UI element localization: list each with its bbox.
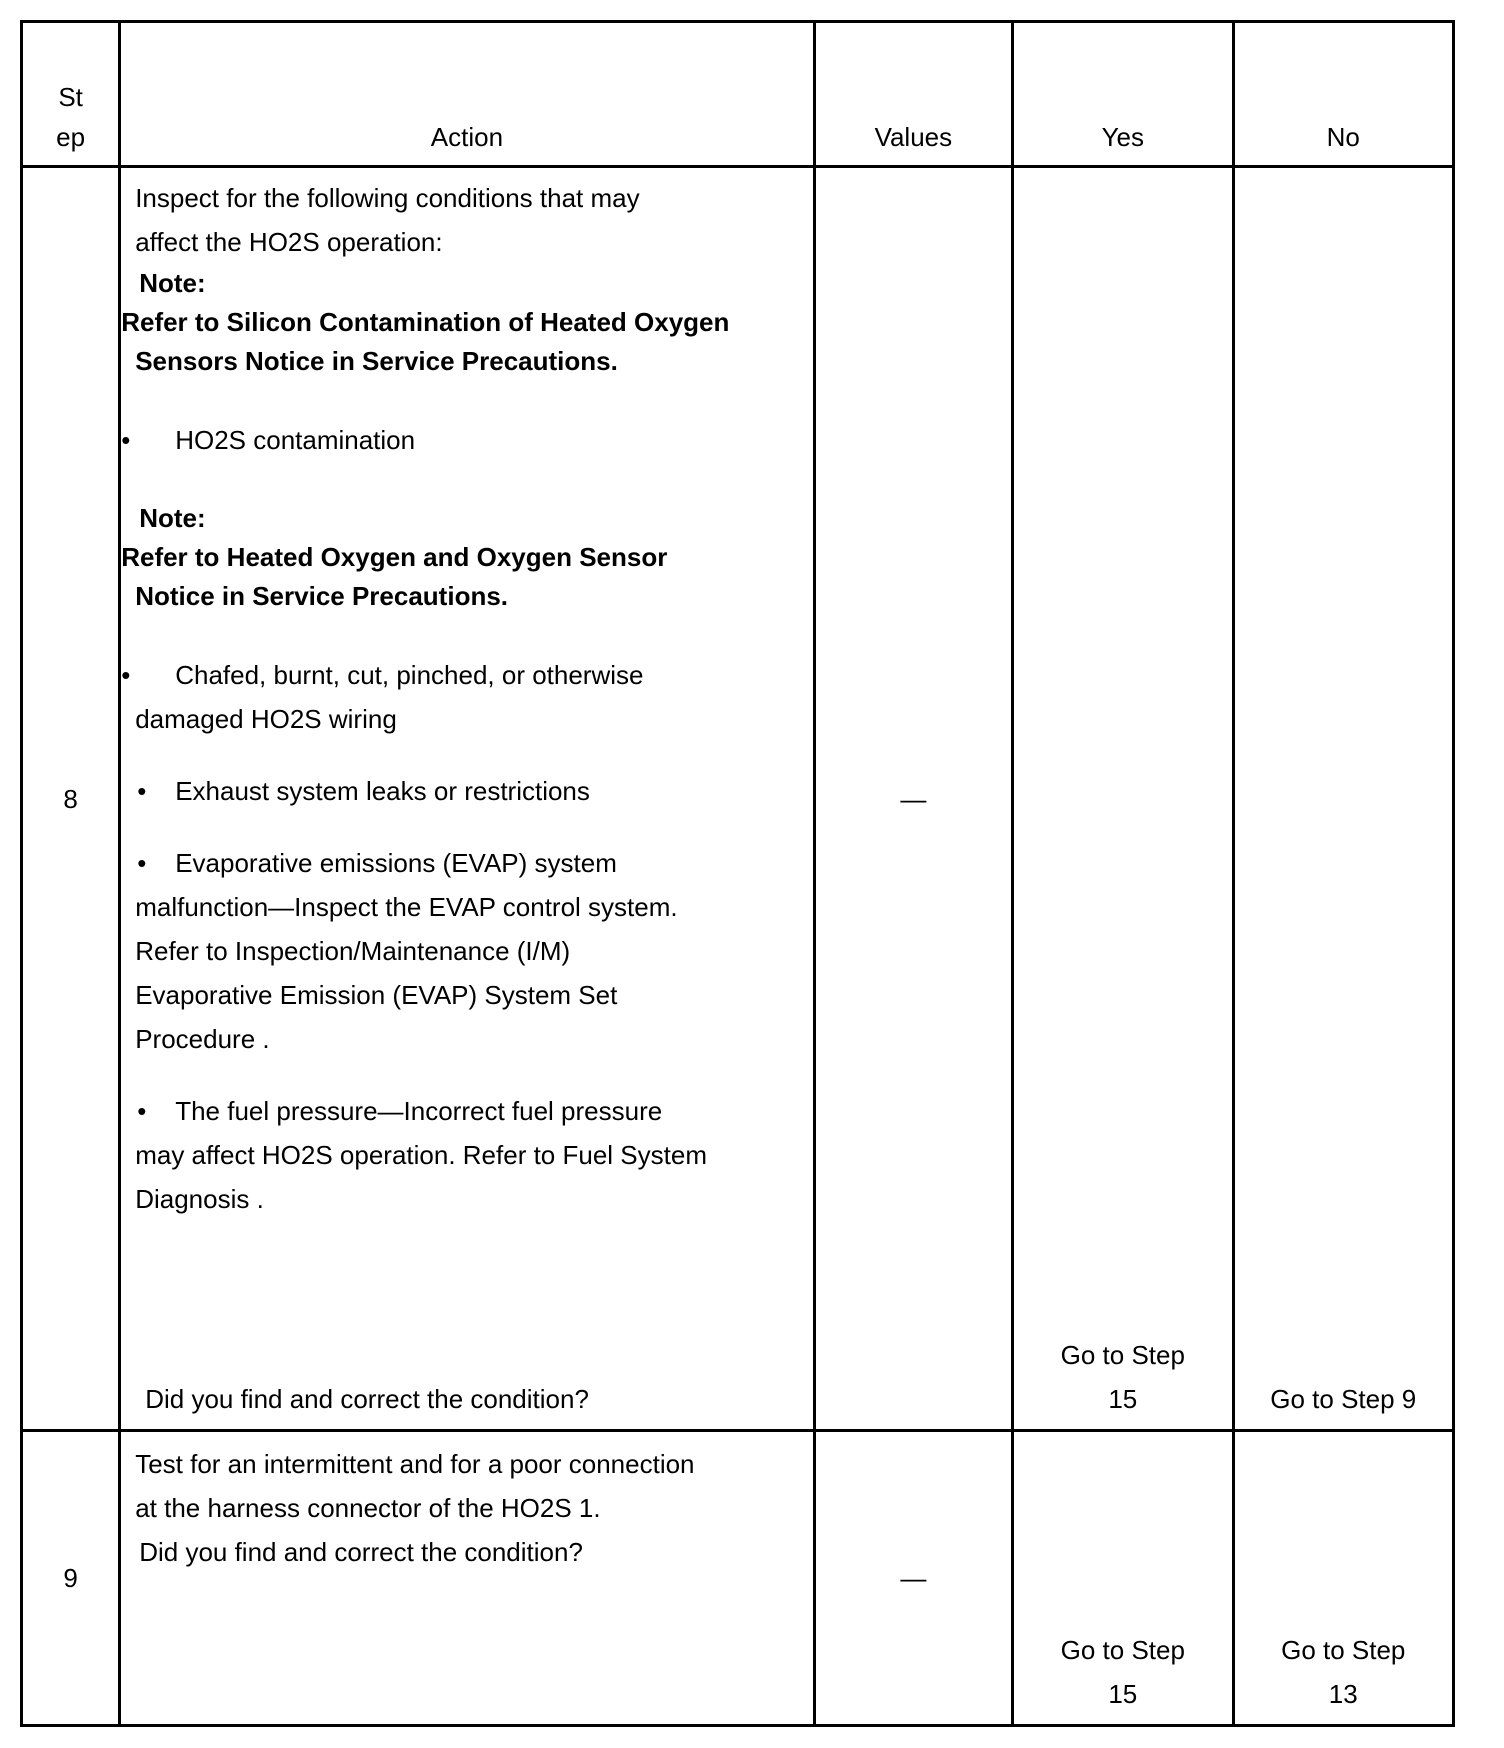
question-text: Did you find and correct the condition?: [145, 1384, 589, 1414]
bullet-text: may affect HO2S operation. Refer to Fuel System: [135, 1140, 707, 1170]
goto-yes-line2: 15: [1108, 1679, 1138, 1709]
goto-yes-line2: 15: [1108, 1384, 1138, 1414]
bullet-icon: •: [121, 425, 131, 455]
action-cell: [120, 1431, 814, 1726]
list-item: [121, 653, 806, 697]
bullet-text: Exhaust system leaks or restrictions: [175, 776, 590, 806]
action-text: Inspect for the following conditions that may: [135, 183, 640, 213]
goto-yes-line1: Go to Step: [1060, 1340, 1185, 1370]
note-text: Notice in Service Precautions.: [135, 581, 509, 611]
note-text: Sensors Notice in Service Precautions.: [135, 346, 618, 376]
goto-no-line2: 13: [1328, 1679, 1358, 1709]
list-item: [135, 841, 806, 885]
no-cell: [1233, 167, 1453, 1431]
header-step-line1: St: [58, 82, 83, 112]
action-text: affect the HO2S operation:: [135, 227, 443, 257]
header-values: Values: [814, 22, 1012, 167]
values-cell: —: [814, 167, 1012, 1431]
diagnostic-table: [20, 20, 1455, 1727]
yes-cell: [1013, 167, 1233, 1431]
goto-no-line1: Go to Step 9: [1270, 1384, 1417, 1414]
header-row: [22, 22, 1454, 167]
table-row: [22, 167, 1454, 1431]
list-item: [135, 1089, 806, 1133]
question-text: Did you find and correct the condition?: [139, 1537, 583, 1567]
action-text: at the harness connector of the HO2S 1.: [135, 1493, 601, 1523]
bullet-text: Evaporative emissions (EVAP) system: [175, 848, 617, 878]
action-cell: [120, 167, 814, 1431]
bullet-text: Diagnosis .: [135, 1184, 264, 1214]
yes-cell: [1013, 1431, 1233, 1726]
bullet-text: Refer to Inspection/Maintenance (I/M): [135, 936, 571, 966]
header-no: No: [1233, 22, 1453, 167]
no-cell: [1233, 1431, 1453, 1726]
note-label: Note:: [139, 268, 206, 298]
bullet-text: Procedure .: [135, 1024, 270, 1054]
list-item: [121, 418, 806, 462]
goto-no-line1: Go to Step: [1281, 1635, 1406, 1665]
goto-yes-line1: Go to Step: [1060, 1635, 1185, 1665]
bullet-text: HO2S contamination: [175, 425, 416, 455]
bullet-text: The fuel pressure—Incorrect fuel pressure: [175, 1096, 663, 1126]
bullet-icon: •: [137, 1096, 147, 1126]
note-label: Note:: [139, 503, 206, 533]
bullet-text: Chafed, burnt, cut, pinched, or otherwise: [175, 660, 644, 690]
step-number: 9: [22, 1431, 120, 1726]
bullet-icon: •: [137, 776, 147, 806]
bullet-icon: •: [137, 848, 147, 878]
note-text: Refer to Heated Oxygen and Oxygen Sensor: [121, 542, 668, 572]
list-item: [135, 769, 806, 813]
table-row: [22, 1431, 1454, 1726]
bullet-text: damaged HO2S wiring: [135, 704, 397, 734]
action-text: Test for an intermittent and for a poor connection: [135, 1449, 695, 1479]
note-text: Refer to Silicon Contamination of Heated Oxygen: [121, 307, 730, 337]
header-yes: Yes: [1013, 22, 1233, 167]
header-action: Action: [120, 22, 814, 167]
bullet-text: malfunction—Inspect the EVAP control system.: [135, 892, 678, 922]
values-cell: —: [814, 1431, 1012, 1726]
bullet-text: Evaporative Emission (EVAP) System Set: [135, 980, 618, 1010]
header-step: [22, 22, 120, 167]
step-number: 8: [22, 167, 120, 1431]
header-step-line2: ep: [56, 122, 86, 152]
bullet-icon: •: [121, 660, 131, 690]
